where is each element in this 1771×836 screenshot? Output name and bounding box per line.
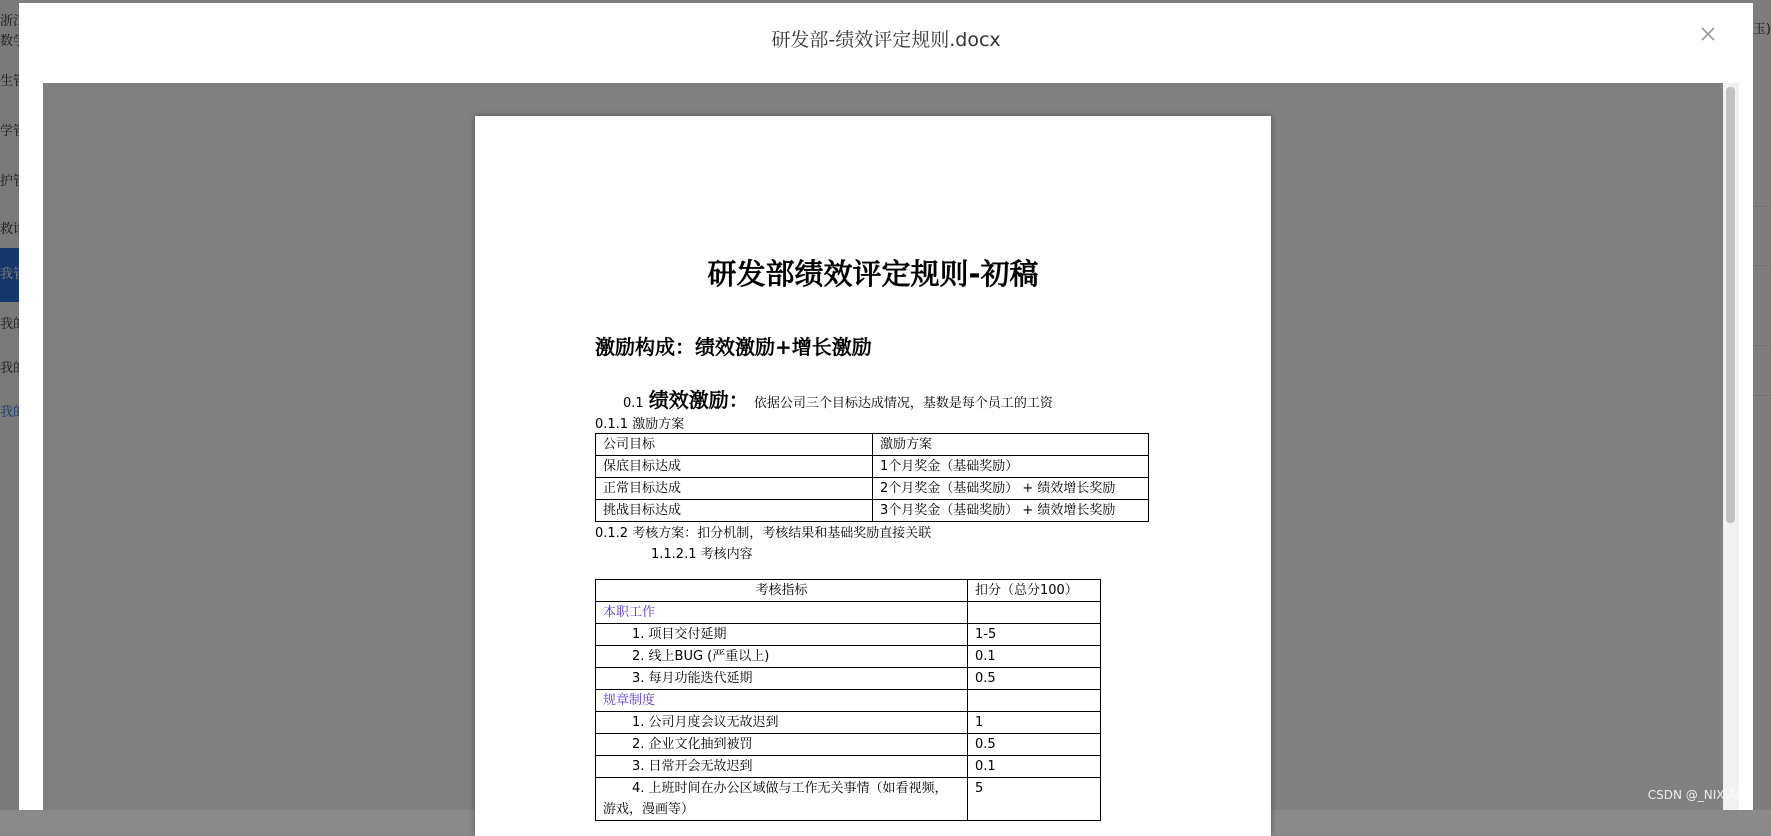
section-title: 绩效激励： [648,388,749,412]
document-title: 研发部绩效评定规则-初稿 [707,257,1039,291]
table-category-row [596,602,1101,624]
table-cell: 挑战目标达成 [596,500,873,522]
table-cell: 2. 线上BUG (严重以上) [596,646,968,668]
table-row [596,456,1149,478]
table-row [596,646,1101,668]
table-cell [968,690,1101,712]
table-row [596,478,1149,500]
subheading-plan: 0.1.1 激励方案 [595,417,685,432]
table-header: 考核指标 [596,580,968,602]
table-category: 规章制度 [596,690,968,712]
table-cell [968,602,1101,624]
table-row [596,756,1101,778]
table-cell [596,778,968,821]
table-row [596,500,1149,522]
table-row [596,712,1101,734]
document-preview-modal [19,3,1753,817]
table-category-row [596,690,1101,712]
subheading-assessment: 0.1.2 考核方案：扣分机制，考核结果和基础奖励直接关联 [595,526,932,541]
watermark: CSDN @_NIXIAKF [1647,788,1751,802]
cell-line: 游戏，漫画等） [603,802,695,817]
incentive-table [595,433,1149,522]
section-heading [623,384,1053,413]
table-cell: 3. 日常开会无故迟到 [596,756,968,778]
section-number: 0.1 [623,396,644,411]
table-cell: 2个月奖金（基础奖励） + 绩效增长奖励 [873,478,1149,500]
table-cell: 5 [968,778,1101,821]
table-cell: 1 [968,712,1101,734]
table-cell: 0.5 [968,734,1101,756]
table-header-row [596,434,1149,456]
modal-header [19,3,1753,83]
subheading-content: 1.1.2.1 考核内容 [651,547,753,562]
close-icon[interactable] [1697,23,1719,45]
table-cell: 保底目标达成 [596,456,873,478]
table-row [596,734,1101,756]
table-header-row [596,580,1101,602]
vertical-scrollbar[interactable] [1723,83,1739,810]
table-cell: 1-5 [968,624,1101,646]
table-cell: 3. 每月功能迭代延期 [596,668,968,690]
table-header: 激励方案 [873,434,1149,456]
table-cell: 0.1 [968,646,1101,668]
assessment-table [595,579,1101,821]
table-cell: 1个月奖金（基础奖励） [873,456,1149,478]
table-header: 公司目标 [596,434,873,456]
heading-incentive: 激励构成：绩效激励+增长激励 [595,335,872,359]
table-header: 扣分（总分100） [968,580,1101,602]
document-page [475,116,1271,836]
table-row [596,778,1101,821]
table-cell: 2. 企业文化抽到被罚 [596,734,968,756]
section-description: 依据公司三个目标达成情况，基数是每个员工的工资 [753,396,1053,411]
table-cell: 0.1 [968,756,1101,778]
document-viewer[interactable] [43,83,1723,817]
modal-title: 研发部-绩效评定规则.docx [771,29,1001,51]
table-row [596,624,1101,646]
scrollbar-thumb[interactable] [1726,87,1735,523]
table-cell: 0.5 [968,668,1101,690]
table-cell: 1. 项目交付延期 [596,624,968,646]
table-row [596,668,1101,690]
cell-line: 4. 上班时间在办公区域做与工作无关事情（如看视频， [632,781,948,796]
table-cell: 正常目标达成 [596,478,873,500]
table-cell: 1. 公司月度会议无故迟到 [596,712,968,734]
table-cell: 3个月奖金（基础奖励） + 绩效增长奖励 [873,500,1149,522]
table-category: 本职工作 [596,602,968,624]
